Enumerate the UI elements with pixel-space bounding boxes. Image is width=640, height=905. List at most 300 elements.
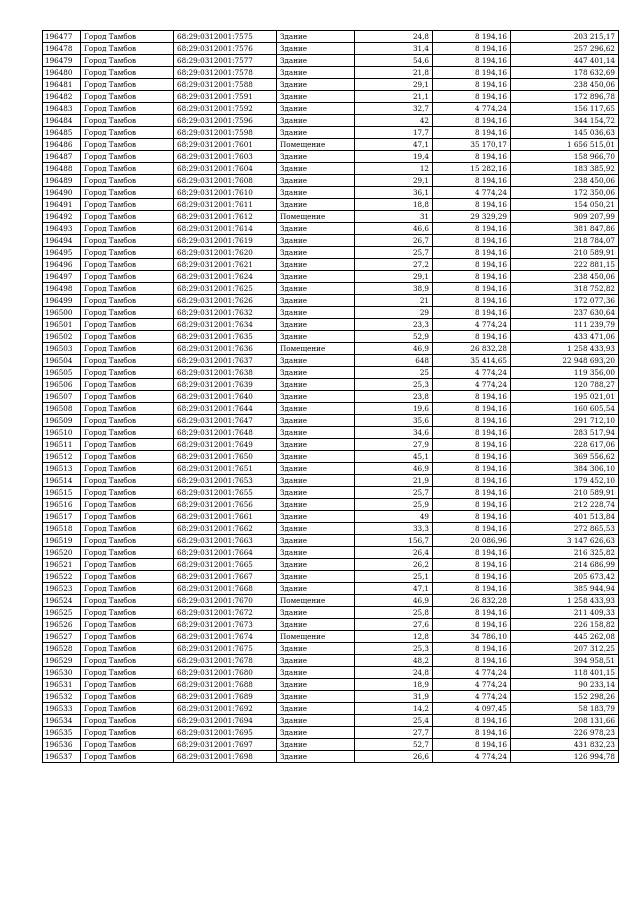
cadastral-number-cell: 68:29:0312001:7670 bbox=[174, 595, 277, 607]
specific-value-cell: 8 194,16 bbox=[433, 655, 511, 667]
cadastral-value-cell: 237 630,64 bbox=[511, 307, 619, 319]
object-type-cell: Здание bbox=[277, 679, 355, 691]
cadastral-value-cell: 445 262,08 bbox=[511, 631, 619, 643]
cadastral-value-cell: 210 589,91 bbox=[511, 487, 619, 499]
table-row bbox=[43, 703, 619, 715]
object-type-cell: Здание bbox=[277, 259, 355, 271]
row-number: 196491 bbox=[43, 199, 81, 211]
specific-value-cell: 8 194,16 bbox=[433, 127, 511, 139]
cadastral-number-cell: 68:29:0312001:7674 bbox=[174, 631, 277, 643]
row-number: 196500 bbox=[43, 307, 81, 319]
table-row bbox=[43, 583, 619, 595]
specific-value-cell: 8 194,16 bbox=[433, 619, 511, 631]
area-cell: 26,2 bbox=[355, 559, 433, 571]
object-type-cell: Здание bbox=[277, 451, 355, 463]
row-number: 196512 bbox=[43, 451, 81, 463]
table-row bbox=[43, 31, 619, 43]
row-number: 196510 bbox=[43, 427, 81, 439]
cadastral-number-cell: 68:29:0312001:7596 bbox=[174, 115, 277, 127]
cadastral-number-cell: 68:29:0312001:7635 bbox=[174, 331, 277, 343]
row-number: 196496 bbox=[43, 259, 81, 271]
area-cell: 27,7 bbox=[355, 727, 433, 739]
cadastral-value-cell: 207 312,25 bbox=[511, 643, 619, 655]
table-row bbox=[43, 79, 619, 91]
cadastral-number-cell: 68:29:0312001:7576 bbox=[174, 43, 277, 55]
municipality-cell: Город Тамбов bbox=[81, 151, 174, 163]
table-row bbox=[43, 211, 619, 223]
area-cell: 26,6 bbox=[355, 751, 433, 763]
row-number: 196528 bbox=[43, 643, 81, 655]
object-type-cell: Здание bbox=[277, 619, 355, 631]
table-row bbox=[43, 331, 619, 343]
cadastral-value-cell: 111 239,79 bbox=[511, 319, 619, 331]
specific-value-cell: 8 194,16 bbox=[433, 199, 511, 211]
cadastral-number-cell: 68:29:0312001:7680 bbox=[174, 667, 277, 679]
table-row bbox=[43, 343, 619, 355]
object-type-cell: Здание bbox=[277, 199, 355, 211]
row-number: 196479 bbox=[43, 55, 81, 67]
cadastral-value-cell: 118 401,15 bbox=[511, 667, 619, 679]
row-number: 196497 bbox=[43, 271, 81, 283]
municipality-cell: Город Тамбов bbox=[81, 631, 174, 643]
cadastral-value-cell: 158 966,70 bbox=[511, 151, 619, 163]
row-number: 196513 bbox=[43, 463, 81, 475]
municipality-cell: Город Тамбов bbox=[81, 115, 174, 127]
object-type-cell: Здание bbox=[277, 547, 355, 559]
table-row bbox=[43, 187, 619, 199]
cadastral-value-cell: 203 215,17 bbox=[511, 31, 619, 43]
cadastral-number-cell: 68:29:0312001:7575 bbox=[174, 31, 277, 43]
municipality-cell: Город Тамбов bbox=[81, 607, 174, 619]
municipality-cell: Город Тамбов bbox=[81, 499, 174, 511]
cadastral-value-cell: 3 147 626,63 bbox=[511, 535, 619, 547]
area-cell: 42 bbox=[355, 115, 433, 127]
cadastral-number-cell: 68:29:0312001:7640 bbox=[174, 391, 277, 403]
specific-value-cell: 8 194,16 bbox=[433, 79, 511, 91]
object-type-cell: Здание bbox=[277, 379, 355, 391]
table-row bbox=[43, 379, 619, 391]
municipality-cell: Город Тамбов bbox=[81, 643, 174, 655]
cadastral-number-cell: 68:29:0312001:7610 bbox=[174, 187, 277, 199]
specific-value-cell: 4 774,24 bbox=[433, 751, 511, 763]
object-type-cell: Здание bbox=[277, 235, 355, 247]
table-row bbox=[43, 43, 619, 55]
row-number: 196501 bbox=[43, 319, 81, 331]
municipality-cell: Город Тамбов bbox=[81, 283, 174, 295]
cadastral-number-cell: 68:29:0312001:7665 bbox=[174, 559, 277, 571]
row-number: 196511 bbox=[43, 439, 81, 451]
cadastral-value-cell: 385 944,94 bbox=[511, 583, 619, 595]
municipality-cell: Город Тамбов bbox=[81, 259, 174, 271]
cadastral-value-cell: 178 632,69 bbox=[511, 67, 619, 79]
cadastral-number-cell: 68:29:0312001:7673 bbox=[174, 619, 277, 631]
table-row bbox=[43, 115, 619, 127]
specific-value-cell: 8 194,16 bbox=[433, 331, 511, 343]
cadastral-number-cell: 68:29:0312001:7664 bbox=[174, 547, 277, 559]
object-type-cell: Здание bbox=[277, 571, 355, 583]
municipality-cell: Город Тамбов bbox=[81, 523, 174, 535]
table-row bbox=[43, 559, 619, 571]
municipality-cell: Город Тамбов bbox=[81, 463, 174, 475]
cadastral-value-cell: 205 673,42 bbox=[511, 571, 619, 583]
row-number: 196514 bbox=[43, 475, 81, 487]
row-number: 196515 bbox=[43, 487, 81, 499]
specific-value-cell: 35 170,17 bbox=[433, 139, 511, 151]
table-row bbox=[43, 487, 619, 499]
area-cell: 45,1 bbox=[355, 451, 433, 463]
cadastral-number-cell: 68:29:0312001:7653 bbox=[174, 475, 277, 487]
cadastral-number-cell: 68:29:0312001:7695 bbox=[174, 727, 277, 739]
area-cell: 18,8 bbox=[355, 199, 433, 211]
specific-value-cell: 8 194,16 bbox=[433, 559, 511, 571]
municipality-cell: Город Тамбов bbox=[81, 403, 174, 415]
cadastral-value-cell: 160 605,54 bbox=[511, 403, 619, 415]
cadastral-number-cell: 68:29:0312001:7612 bbox=[174, 211, 277, 223]
municipality-cell: Город Тамбов bbox=[81, 79, 174, 91]
cadastral-number-cell: 68:29:0312001:7662 bbox=[174, 523, 277, 535]
row-number: 196483 bbox=[43, 103, 81, 115]
object-type-cell: Здание bbox=[277, 751, 355, 763]
municipality-cell: Город Тамбов bbox=[81, 715, 174, 727]
municipality-cell: Город Тамбов bbox=[81, 679, 174, 691]
row-number: 196524 bbox=[43, 595, 81, 607]
object-type-cell: Здание bbox=[277, 319, 355, 331]
cadastral-value-cell: 384 306,10 bbox=[511, 463, 619, 475]
object-type-cell: Здание bbox=[277, 127, 355, 139]
object-type-cell: Здание bbox=[277, 583, 355, 595]
row-number: 196478 bbox=[43, 43, 81, 55]
area-cell: 156,7 bbox=[355, 535, 433, 547]
cadastral-value-cell: 58 183,79 bbox=[511, 703, 619, 715]
municipality-cell: Город Тамбов bbox=[81, 439, 174, 451]
row-number: 196485 bbox=[43, 127, 81, 139]
specific-value-cell: 8 194,16 bbox=[433, 151, 511, 163]
cadastral-number-cell: 68:29:0312001:7578 bbox=[174, 67, 277, 79]
municipality-cell: Город Тамбов bbox=[81, 475, 174, 487]
cadastral-number-cell: 68:29:0312001:7634 bbox=[174, 319, 277, 331]
specific-value-cell: 26 832,28 bbox=[433, 595, 511, 607]
row-number: 196531 bbox=[43, 679, 81, 691]
table-row bbox=[43, 403, 619, 415]
area-cell: 31,4 bbox=[355, 43, 433, 55]
cadastral-value-cell: 210 589,91 bbox=[511, 247, 619, 259]
table-row bbox=[43, 391, 619, 403]
cadastral-number-cell: 68:29:0312001:7663 bbox=[174, 535, 277, 547]
table-row bbox=[43, 367, 619, 379]
object-type-cell: Здание bbox=[277, 55, 355, 67]
cadastral-value-cell: 156 117,65 bbox=[511, 103, 619, 115]
cadastral-number-cell: 68:29:0312001:7620 bbox=[174, 247, 277, 259]
municipality-cell: Город Тамбов bbox=[81, 667, 174, 679]
municipality-cell: Город Тамбов bbox=[81, 619, 174, 631]
municipality-cell: Город Тамбов bbox=[81, 559, 174, 571]
cadastral-value-cell: 226 978,23 bbox=[511, 727, 619, 739]
cadastral-number-cell: 68:29:0312001:7649 bbox=[174, 439, 277, 451]
cadastral-number-cell: 68:29:0312001:7603 bbox=[174, 151, 277, 163]
object-type-cell: Здание bbox=[277, 667, 355, 679]
municipality-cell: Город Тамбов bbox=[81, 295, 174, 307]
cadastral-number-cell: 68:29:0312001:7651 bbox=[174, 463, 277, 475]
area-cell: 32,7 bbox=[355, 103, 433, 115]
specific-value-cell: 20 086,96 bbox=[433, 535, 511, 547]
specific-value-cell: 8 194,16 bbox=[433, 43, 511, 55]
cadastral-value-cell: 447 401,14 bbox=[511, 55, 619, 67]
cadastral-value-cell: 291 712,10 bbox=[511, 415, 619, 427]
area-cell: 12,8 bbox=[355, 631, 433, 643]
object-type-cell: Помещение bbox=[277, 631, 355, 643]
table-row bbox=[43, 631, 619, 643]
area-cell: 26,7 bbox=[355, 235, 433, 247]
table-row bbox=[43, 295, 619, 307]
municipality-cell: Город Тамбов bbox=[81, 691, 174, 703]
table-row bbox=[43, 511, 619, 523]
area-cell: 19,6 bbox=[355, 403, 433, 415]
specific-value-cell: 8 194,16 bbox=[433, 247, 511, 259]
object-type-cell: Помещение bbox=[277, 595, 355, 607]
municipality-cell: Город Тамбов bbox=[81, 355, 174, 367]
table-row bbox=[43, 199, 619, 211]
cadastral-number-cell: 68:29:0312001:7667 bbox=[174, 571, 277, 583]
row-number: 196535 bbox=[43, 727, 81, 739]
row-number: 196481 bbox=[43, 79, 81, 91]
municipality-cell: Город Тамбов bbox=[81, 367, 174, 379]
municipality-cell: Город Тамбов bbox=[81, 487, 174, 499]
cadastral-value-cell: 238 450,06 bbox=[511, 79, 619, 91]
cadastral-number-cell: 68:29:0312001:7637 bbox=[174, 355, 277, 367]
row-number: 196520 bbox=[43, 547, 81, 559]
cadastral-value-cell: 208 131,66 bbox=[511, 715, 619, 727]
specific-value-cell: 8 194,16 bbox=[433, 307, 511, 319]
municipality-cell: Город Тамбов bbox=[81, 67, 174, 79]
cadastral-number-cell: 68:29:0312001:7647 bbox=[174, 415, 277, 427]
area-cell: 24,8 bbox=[355, 667, 433, 679]
municipality-cell: Город Тамбов bbox=[81, 427, 174, 439]
area-cell: 47,1 bbox=[355, 583, 433, 595]
area-cell: 19,4 bbox=[355, 151, 433, 163]
cadastral-number-cell: 68:29:0312001:7639 bbox=[174, 379, 277, 391]
object-type-cell: Здание bbox=[277, 79, 355, 91]
municipality-cell: Город Тамбов bbox=[81, 103, 174, 115]
cadastral-number-cell: 68:29:0312001:7692 bbox=[174, 703, 277, 715]
object-type-cell: Здание bbox=[277, 463, 355, 475]
cadastral-number-cell: 68:29:0312001:7608 bbox=[174, 175, 277, 187]
table-row bbox=[43, 271, 619, 283]
object-type-cell: Здание bbox=[277, 559, 355, 571]
cadastral-number-cell: 68:29:0312001:7625 bbox=[174, 283, 277, 295]
municipality-cell: Город Тамбов bbox=[81, 391, 174, 403]
area-cell: 46,9 bbox=[355, 463, 433, 475]
area-cell: 31 bbox=[355, 211, 433, 223]
row-number: 196533 bbox=[43, 703, 81, 715]
cadastral-value-cell: 228 617,06 bbox=[511, 439, 619, 451]
area-cell: 46,6 bbox=[355, 223, 433, 235]
row-number: 196521 bbox=[43, 559, 81, 571]
object-type-cell: Здание bbox=[277, 295, 355, 307]
area-cell: 29,1 bbox=[355, 271, 433, 283]
cadastral-value-cell: 257 296,62 bbox=[511, 43, 619, 55]
object-type-cell: Здание bbox=[277, 643, 355, 655]
row-number: 196516 bbox=[43, 499, 81, 511]
specific-value-cell: 8 194,16 bbox=[433, 427, 511, 439]
row-number: 196505 bbox=[43, 367, 81, 379]
row-number: 196517 bbox=[43, 511, 81, 523]
municipality-cell: Город Тамбов bbox=[81, 751, 174, 763]
specific-value-cell: 8 194,16 bbox=[433, 499, 511, 511]
cadastral-value-cell: 369 556,62 bbox=[511, 451, 619, 463]
object-type-cell: Здание bbox=[277, 307, 355, 319]
municipality-cell: Город Тамбов bbox=[81, 271, 174, 283]
object-type-cell: Помещение bbox=[277, 343, 355, 355]
object-type-cell: Здание bbox=[277, 487, 355, 499]
cadastral-value-cell: 1 258 433,93 bbox=[511, 343, 619, 355]
cadastral-value-cell: 154 050,21 bbox=[511, 199, 619, 211]
area-cell: 25,8 bbox=[355, 607, 433, 619]
cadastral-number-cell: 68:29:0312001:7614 bbox=[174, 223, 277, 235]
cadastral-number-cell: 68:29:0312001:7588 bbox=[174, 79, 277, 91]
area-cell: 46,9 bbox=[355, 343, 433, 355]
municipality-cell: Город Тамбов bbox=[81, 727, 174, 739]
cadastral-value-cell: 126 994,78 bbox=[511, 751, 619, 763]
area-cell: 25,9 bbox=[355, 499, 433, 511]
specific-value-cell: 8 194,16 bbox=[433, 607, 511, 619]
object-type-cell: Помещение bbox=[277, 211, 355, 223]
object-type-cell: Здание bbox=[277, 187, 355, 199]
table-row bbox=[43, 151, 619, 163]
cadastral-value-cell: 1 258 433,93 bbox=[511, 595, 619, 607]
cadastral-number-cell: 68:29:0312001:7601 bbox=[174, 139, 277, 151]
specific-value-cell: 8 194,16 bbox=[433, 727, 511, 739]
cadastral-value-cell: 212 228,74 bbox=[511, 499, 619, 511]
object-type-cell: Здание bbox=[277, 115, 355, 127]
cadastral-number-cell: 68:29:0312001:7661 bbox=[174, 511, 277, 523]
table-row bbox=[43, 547, 619, 559]
row-number: 196536 bbox=[43, 739, 81, 751]
row-number: 196530 bbox=[43, 667, 81, 679]
cadastral-value-cell: 211 409,33 bbox=[511, 607, 619, 619]
area-cell: 27,6 bbox=[355, 619, 433, 631]
row-number: 196522 bbox=[43, 571, 81, 583]
municipality-cell: Город Тамбов bbox=[81, 319, 174, 331]
object-type-cell: Здание bbox=[277, 475, 355, 487]
specific-value-cell: 34 786,10 bbox=[433, 631, 511, 643]
object-type-cell: Здание bbox=[277, 271, 355, 283]
table-row bbox=[43, 355, 619, 367]
row-number: 196532 bbox=[43, 691, 81, 703]
cadastral-value-cell: 344 154,72 bbox=[511, 115, 619, 127]
cadastral-value-cell: 218 784,07 bbox=[511, 235, 619, 247]
area-cell: 12 bbox=[355, 163, 433, 175]
cadastral-number-cell: 68:29:0312001:7644 bbox=[174, 403, 277, 415]
area-cell: 25,7 bbox=[355, 487, 433, 499]
specific-value-cell: 8 194,16 bbox=[433, 283, 511, 295]
row-number: 196527 bbox=[43, 631, 81, 643]
area-cell: 27,9 bbox=[355, 439, 433, 451]
area-cell: 18,9 bbox=[355, 679, 433, 691]
table-row bbox=[43, 139, 619, 151]
specific-value-cell: 8 194,16 bbox=[433, 415, 511, 427]
object-type-cell: Здание bbox=[277, 163, 355, 175]
area-cell: 34,6 bbox=[355, 427, 433, 439]
object-type-cell: Здание bbox=[277, 331, 355, 343]
area-cell: 21,8 bbox=[355, 67, 433, 79]
area-cell: 29 bbox=[355, 307, 433, 319]
specific-value-cell: 8 194,16 bbox=[433, 175, 511, 187]
table-row bbox=[43, 571, 619, 583]
area-cell: 24,8 bbox=[355, 31, 433, 43]
cadastral-value-cell: 183 385,92 bbox=[511, 163, 619, 175]
table-row bbox=[43, 739, 619, 751]
specific-value-cell: 4 774,24 bbox=[433, 667, 511, 679]
specific-value-cell: 8 194,16 bbox=[433, 271, 511, 283]
cadastral-number-cell: 68:29:0312001:7650 bbox=[174, 451, 277, 463]
cadastral-value-cell: 172 350,06 bbox=[511, 187, 619, 199]
area-cell: 17,7 bbox=[355, 127, 433, 139]
cadastral-number-cell: 68:29:0312001:7656 bbox=[174, 499, 277, 511]
cadastral-number-cell: 68:29:0312001:7689 bbox=[174, 691, 277, 703]
specific-value-cell: 8 194,16 bbox=[433, 739, 511, 751]
cadastral-number-cell: 68:29:0312001:7624 bbox=[174, 271, 277, 283]
cadastral-value-cell: 272 865,53 bbox=[511, 523, 619, 535]
object-type-cell: Здание bbox=[277, 607, 355, 619]
row-number: 196509 bbox=[43, 415, 81, 427]
area-cell: 27,2 bbox=[355, 259, 433, 271]
area-cell: 21,1 bbox=[355, 91, 433, 103]
object-type-cell: Здание bbox=[277, 223, 355, 235]
table-row bbox=[43, 55, 619, 67]
object-type-cell: Здание bbox=[277, 91, 355, 103]
area-cell: 25,4 bbox=[355, 715, 433, 727]
table-row bbox=[43, 715, 619, 727]
municipality-cell: Город Тамбов bbox=[81, 307, 174, 319]
specific-value-cell: 26 832,28 bbox=[433, 343, 511, 355]
area-cell: 25,1 bbox=[355, 571, 433, 583]
municipality-cell: Город Тамбов bbox=[81, 331, 174, 343]
specific-value-cell: 8 194,16 bbox=[433, 643, 511, 655]
municipality-cell: Город Тамбов bbox=[81, 343, 174, 355]
cadastral-number-cell: 68:29:0312001:7688 bbox=[174, 679, 277, 691]
area-cell: 25,3 bbox=[355, 643, 433, 655]
row-number: 196504 bbox=[43, 355, 81, 367]
cadastral-number-cell: 68:29:0312001:7638 bbox=[174, 367, 277, 379]
area-cell: 648 bbox=[355, 355, 433, 367]
object-type-cell: Здание bbox=[277, 43, 355, 55]
table-row bbox=[43, 427, 619, 439]
cadastral-value-cell: 238 450,06 bbox=[511, 175, 619, 187]
row-number: 196537 bbox=[43, 751, 81, 763]
table-row bbox=[43, 595, 619, 607]
area-cell: 48,2 bbox=[355, 655, 433, 667]
object-type-cell: Здание bbox=[277, 67, 355, 79]
cadastral-value-cell: 119 356,00 bbox=[511, 367, 619, 379]
row-number: 196484 bbox=[43, 115, 81, 127]
area-cell: 46,9 bbox=[355, 595, 433, 607]
specific-value-cell: 4 774,24 bbox=[433, 103, 511, 115]
row-number: 196502 bbox=[43, 331, 81, 343]
object-type-cell: Здание bbox=[277, 703, 355, 715]
specific-value-cell: 8 194,16 bbox=[433, 439, 511, 451]
cadastral-number-cell: 68:29:0312001:7592 bbox=[174, 103, 277, 115]
table-row bbox=[43, 535, 619, 547]
municipality-cell: Город Тамбов bbox=[81, 199, 174, 211]
table-row bbox=[43, 175, 619, 187]
cadastral-value-cell: 179 452,10 bbox=[511, 475, 619, 487]
cadastral-value-cell: 394 958,51 bbox=[511, 655, 619, 667]
specific-value-cell: 4 774,24 bbox=[433, 679, 511, 691]
specific-value-cell: 8 194,16 bbox=[433, 67, 511, 79]
cadastral-number-cell: 68:29:0312001:7655 bbox=[174, 487, 277, 499]
row-number: 196490 bbox=[43, 187, 81, 199]
area-cell: 23,8 bbox=[355, 391, 433, 403]
